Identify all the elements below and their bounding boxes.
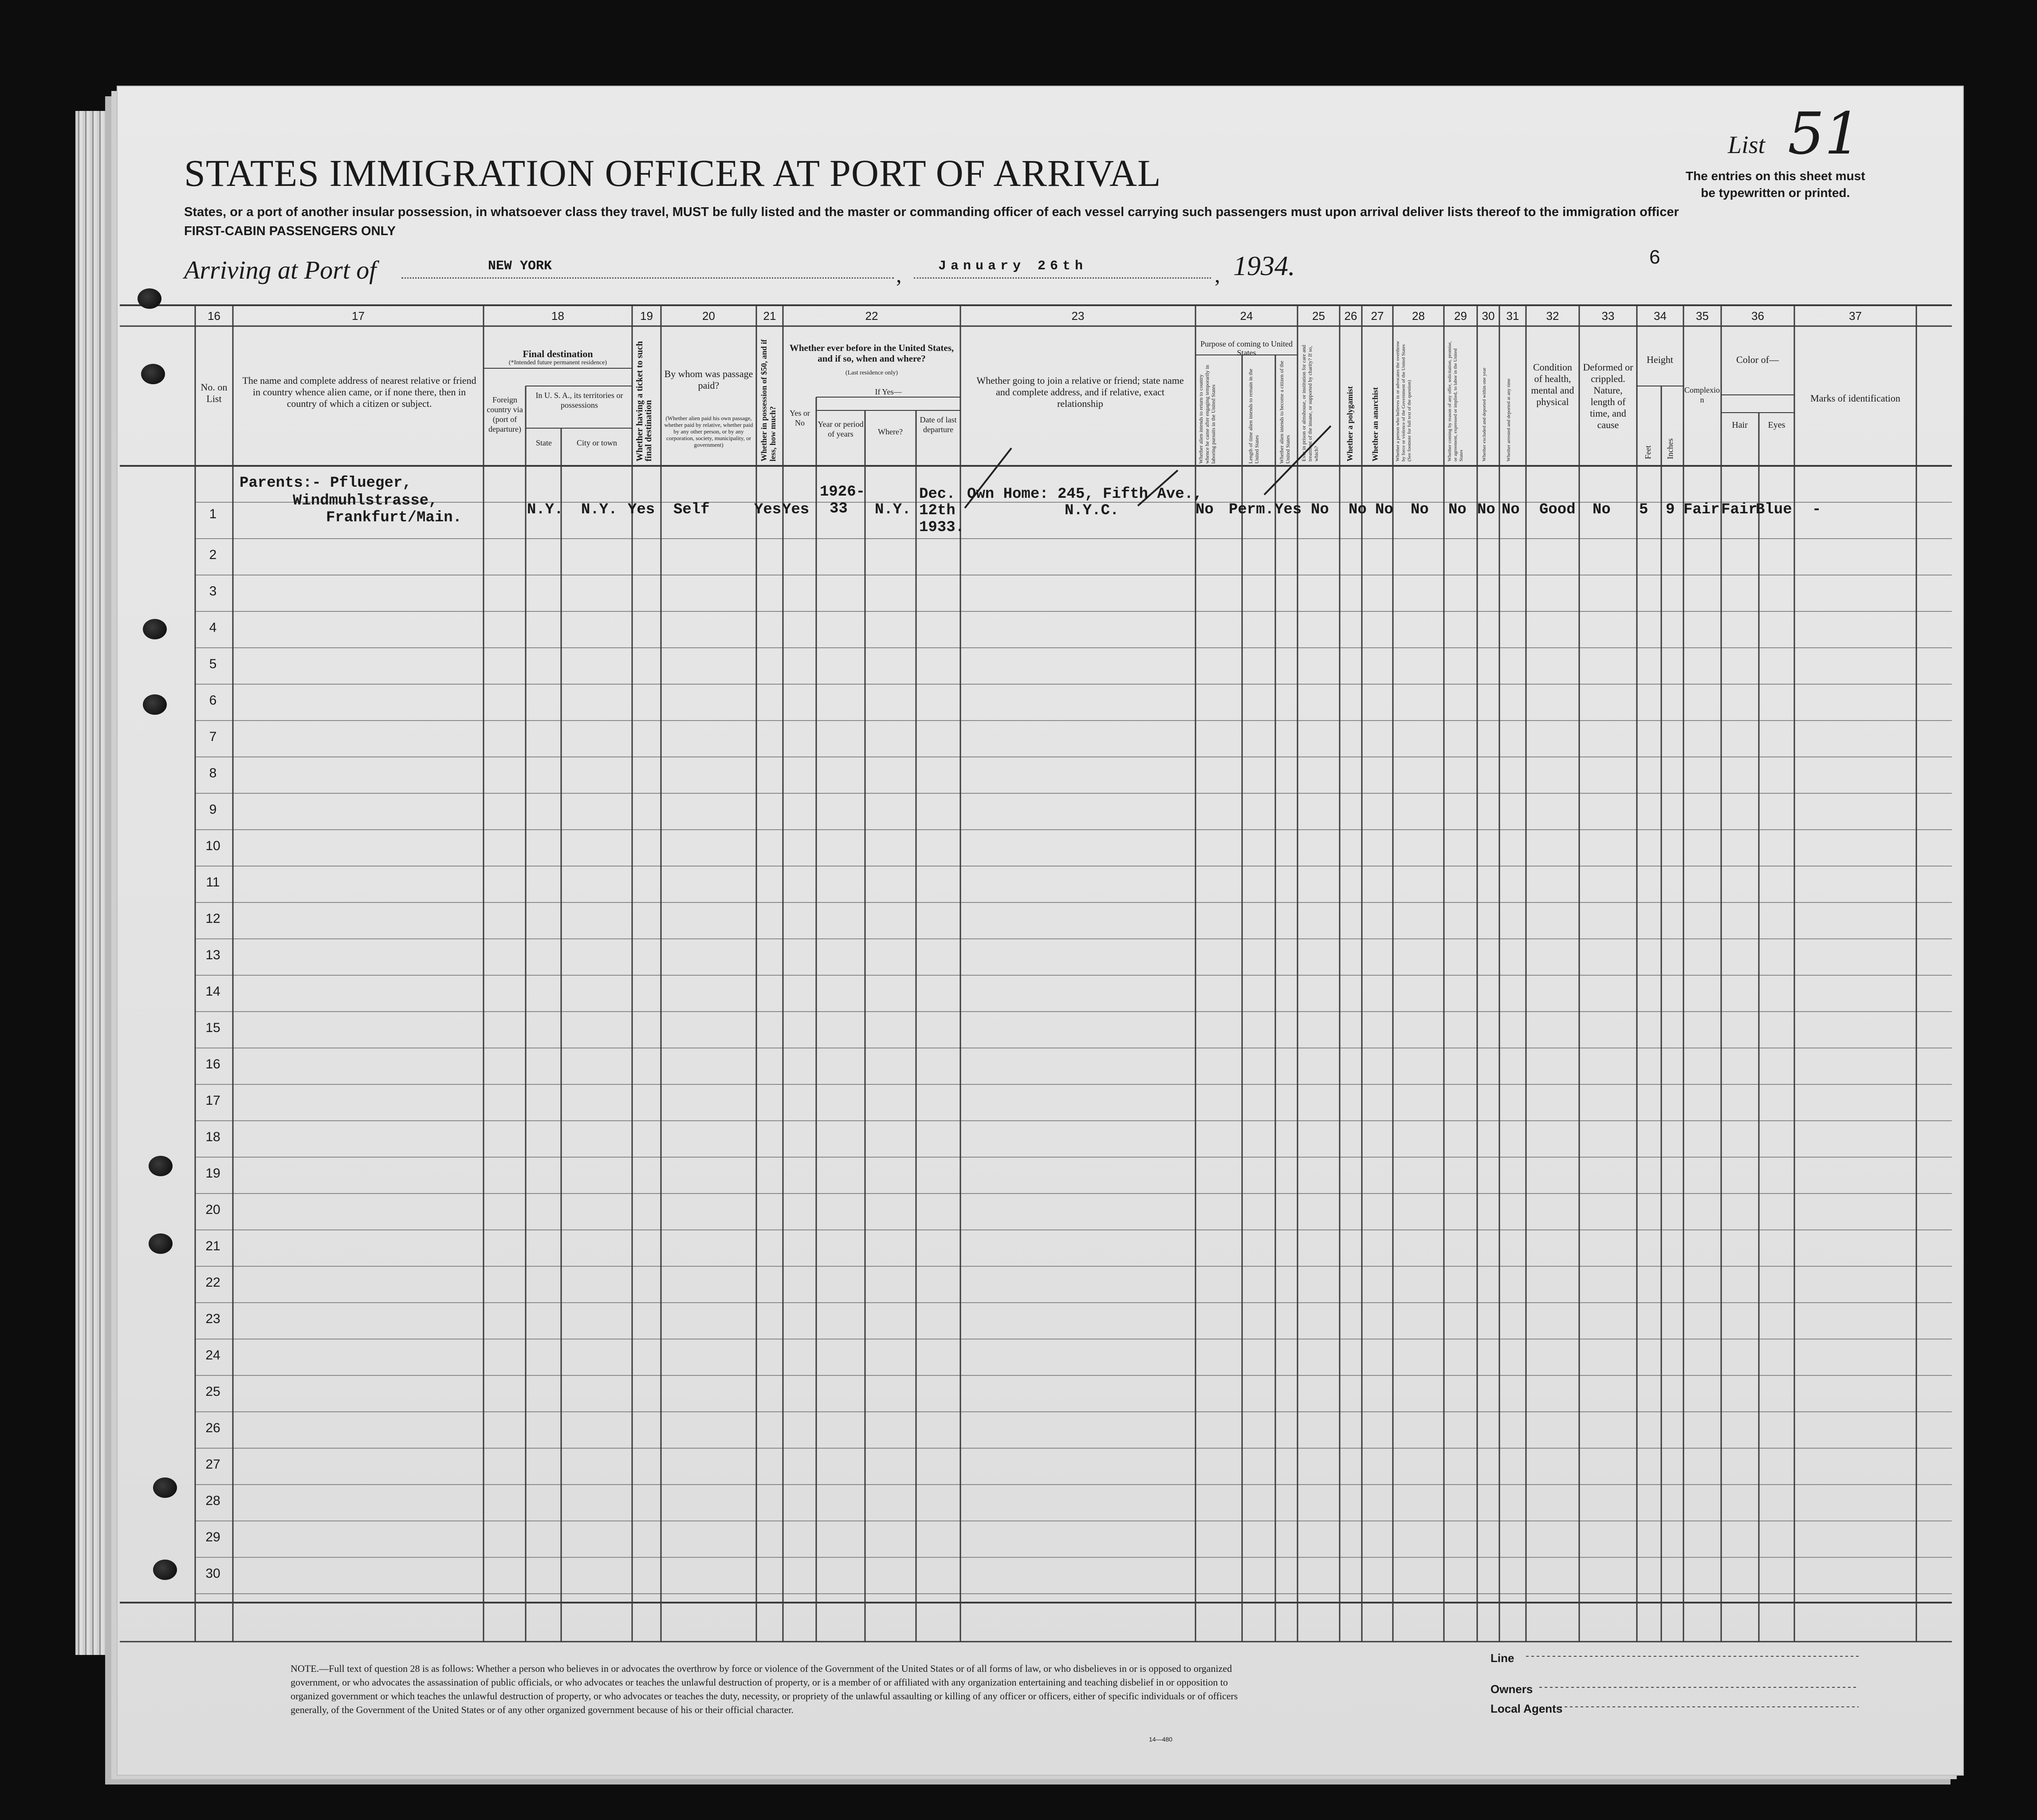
col17-header: The name and complete address of nearest relative or friend in country whence alien came, or if none there, then in country of which a citizen or subject. [242,375,476,409]
column-number: 23 [1071,309,1085,323]
col34-header: Height [1647,354,1673,365]
destination-state: N.Y. [527,501,563,518]
first-cabin-label: FIRST-CABIN PASSENGERS ONLY [184,224,396,238]
col18-note: (*Intended future permanent residence) [508,359,607,366]
health-condition: Good [1539,501,1576,518]
col23-header: Whether going to join a relative or friend; state name and complete address, and if relative, exact relationship [976,375,1184,409]
col21-header: Whether in possession of $50, and if less, how much? [759,339,777,461]
relative-address-line2: Windmuhlstrasse, [293,492,438,509]
prison-answer: No [1311,501,1329,518]
punch-hole [153,1477,177,1498]
citizen-intent: Yes [1274,501,1302,518]
owners-label: Owners [1490,1682,1533,1696]
before-in-us: Yes [782,501,810,518]
col35-header: Complexion [1684,386,1720,404]
col36-header: Color of— [1736,354,1779,365]
row-number: 2 [209,548,217,562]
col27-header: Whether an anarchist [1371,387,1380,461]
row-number: 1 [209,507,217,521]
row-number: 29 [205,1530,220,1544]
col28-header: Whether a person who believes in or advocates the overthrow by force or violence of the Government of the United States (See footnote for full text of the question) [1395,341,1412,461]
joining-line1: Own Home: 245, Fifth Ave., [967,486,1203,503]
column-number: 20 [702,309,715,323]
row-number: 10 [205,839,220,853]
col18-usa-header: In U. S. A., its territories or possessions [535,391,623,410]
row-number: 14 [205,984,220,999]
arriving-label: Arriving at Port of [184,256,377,284]
row-number: 8 [209,766,217,780]
joining-line2: N.Y.C. [1065,502,1119,519]
form-title: STATES IMMIGRATION OFFICER AT PORT OF ARRIVAL [184,152,1161,194]
column-number: 16 [208,309,220,323]
col20-note: (Whether alien paid his own passage, whether paid by relative, whether paid by any other person, or by any corporation, society, municipality, or government) [664,415,753,448]
row-number: 19 [205,1166,220,1181]
row-number: 26 [205,1421,220,1435]
length-of-stay: Perm. [1229,501,1274,518]
col36-eyes-header: Eyes [1768,420,1785,430]
sheet-number: 6 [1649,246,1660,268]
row-number: 4 [209,620,217,635]
arrival-date: January 26th [938,259,1088,274]
row-number: 5 [209,657,217,671]
column-number: 32 [1546,309,1559,323]
column-number: 29 [1454,309,1467,323]
row-number: 7 [209,729,217,744]
col22-header: Whether ever before in the United States, and if so, when and where? [789,343,954,364]
row-number: 13 [205,948,220,962]
comma-2: , [1215,262,1220,287]
punch-hole [141,364,165,384]
col22-years: Year or period of years [818,420,864,438]
row-number: 25 [205,1384,220,1399]
row-number: 18 [205,1130,220,1144]
column-number: 31 [1506,309,1519,323]
column-number: 30 [1482,309,1495,323]
relative-address-line1: Parents:- Pflueger, [240,475,412,492]
row-number: 15 [205,1020,220,1035]
punch-hole [143,619,167,639]
row-number: 21 [205,1239,220,1253]
row-number: 16 [205,1057,220,1072]
deformed-answer: No [1593,501,1611,518]
anarchist-answer: No [1375,501,1393,518]
list-number: 51 [1788,100,1861,167]
column-number: 25 [1312,309,1325,323]
col18-header: Final destination [523,348,593,359]
row-number: 9 [209,802,217,817]
polygamist-answer: No [1349,501,1367,518]
column-number: 18 [551,309,564,323]
col29-header: Whether coming by reason of any offer, solicitation, promise, or agreement, expressed or implied, to labor in the United States [1447,341,1464,461]
col33-header: Deformed or crippled. Nature, length of time, and cause [1583,362,1633,430]
form-number: 14—480 [1149,1736,1172,1743]
years-line2: 33 [830,500,848,517]
previous-where: N.Y. [875,501,911,518]
arrested-answer: No [1502,501,1520,518]
return-intent: No [1195,501,1214,518]
comma-1: , [896,262,902,287]
col24a-header: Whether alien intends to return to country whence he came after engaging temporarily in laboring pursuits in the United States [1198,365,1216,464]
typewritten-note: The entries on this sheet must be typewritten or printed. [1686,169,1865,200]
row-number: 28 [205,1493,220,1508]
col24c-header: Whether alien intends to become a citizen of the United States [1278,361,1291,464]
col19-header: Whether having a ticket to such final destination [635,341,653,461]
arrival-year: 1934. [1233,251,1295,281]
col24-header: Purpose of coming to United States [1200,339,1293,357]
col22-date: Date of last departure [920,415,957,434]
column-number: 36 [1751,309,1764,323]
col18-state-header: State [536,438,552,447]
col34-feet-header: Feet [1644,445,1652,459]
form-subtitle: States, or a port of another insular possession, in whatsoever class they travel, MUST be fully listed and the master or commanding officer of each vessel carrying such passengers must upon arrival deliver lists thereof to the immigration officer [184,205,1679,219]
labor-offer-answer: No [1448,501,1467,518]
col37-header: Marks of identification [1810,393,1900,404]
column-number: 22 [865,309,878,323]
col20-header: By whom was passage paid? [664,368,753,391]
col32-header: Condition of health, mental and physical [1531,362,1574,407]
col18-city-header: City or town [576,438,617,447]
list-label: List [1728,131,1766,159]
row-number: 22 [205,1275,220,1290]
column-number: 33 [1601,309,1615,323]
punch-hole [153,1560,177,1580]
col22-note: (Last residence only) [845,370,898,376]
punch-hole [149,1233,173,1254]
excluded-answer: No [1477,501,1495,518]
column-number: 17 [352,309,365,323]
col25-header: Ever in prison or almshouse, or institution for care and treatment of the insane, or supported by charity? If so, which? [1301,345,1319,461]
column-number: 35 [1696,309,1709,323]
row-number: 24 [205,1348,220,1363]
row-number: 27 [205,1457,220,1472]
row-number: 12 [205,911,220,926]
row-number: 17 [205,1093,220,1108]
departure-line3: 1933. [919,519,965,536]
column-number: 19 [640,309,653,323]
col22-where: Where? [878,427,903,436]
column-number: 21 [763,309,776,323]
column-number: 37 [1849,309,1862,323]
column-number: 26 [1344,309,1357,323]
col36-hair-header: Hair [1732,420,1748,430]
punch-hole [138,288,161,309]
col31-header: Whether arrested and deported at any time [1506,378,1511,461]
col18-foreign-header: Foreign country via (port of departure) [487,395,523,433]
local-agents-label: Local Agents [1490,1702,1563,1715]
column-number: 27 [1371,309,1384,323]
relative-address-line3: Frankfurt/Main. [326,509,462,526]
hair-color: Fair [1721,501,1758,518]
departure-line2: 12th [919,502,956,519]
col26-header: Whether a polygamist [1345,386,1354,461]
punch-hole [149,1156,173,1176]
row-number: 6 [209,693,217,708]
row-number: 30 [205,1566,220,1581]
destination-city: N.Y. [581,501,617,518]
col34-inches-header: Inches [1666,438,1675,459]
col22-ifyes: If Yes— [875,387,902,396]
has-50-dollars: Yes [754,501,782,518]
passage-paid-by: Self [673,501,710,518]
row-number: 3 [209,584,217,599]
col16-header: No. on List [201,382,228,404]
row-number: 23 [205,1312,220,1326]
port-of-arrival: NEW YORK [488,259,552,274]
complexion-value: Fair [1683,501,1720,518]
ticket-value: Yes [628,501,655,518]
years-line1: 1926- [820,484,865,500]
identification-marks: - [1812,501,1821,518]
row-number: 20 [205,1202,220,1217]
eye-color: Blue [1756,501,1792,518]
punch-hole [143,694,167,715]
height-feet: 5 [1639,501,1648,518]
col30-header: Whether excluded and deported within one year [1482,367,1487,461]
footnote-question-28: NOTE.—Full text of question 28 is as follows: Whether a person who believes in or advocates the overthrow by force or violence of the Government of the United States or of all forms of law, or who disbelieves in or is opposed to organized government, or who advocates the assassination of public officials, or who advocates or teaches the unlawful destruction of property, or is a member of or affiliated with any organization entertaining and teaching disbelief in or opposition to organized government or which teaches the unlawful destruction of property, or who advocates or teaches the duty, necessity, or propriety of the unlawful assaulting or killing of any officer or officers, either of specific individuals or of officers generally, of the Government of the United States or of any other organized government because of his or their official character. [291,1663,1238,1715]
departure-line1: Dec. [919,486,956,503]
row-number: 11 [206,875,220,890]
column-number: 28 [1412,309,1425,323]
column-number: 24 [1240,309,1253,323]
overthrow-answer: No [1411,501,1429,518]
col24b-header: Length of time alien intends to remain in the United States [1247,369,1260,464]
column-number: 34 [1654,309,1667,323]
height-inches: 9 [1666,501,1675,518]
col22-yesno: Yes or No [790,409,810,427]
line-label: Line [1490,1651,1514,1665]
